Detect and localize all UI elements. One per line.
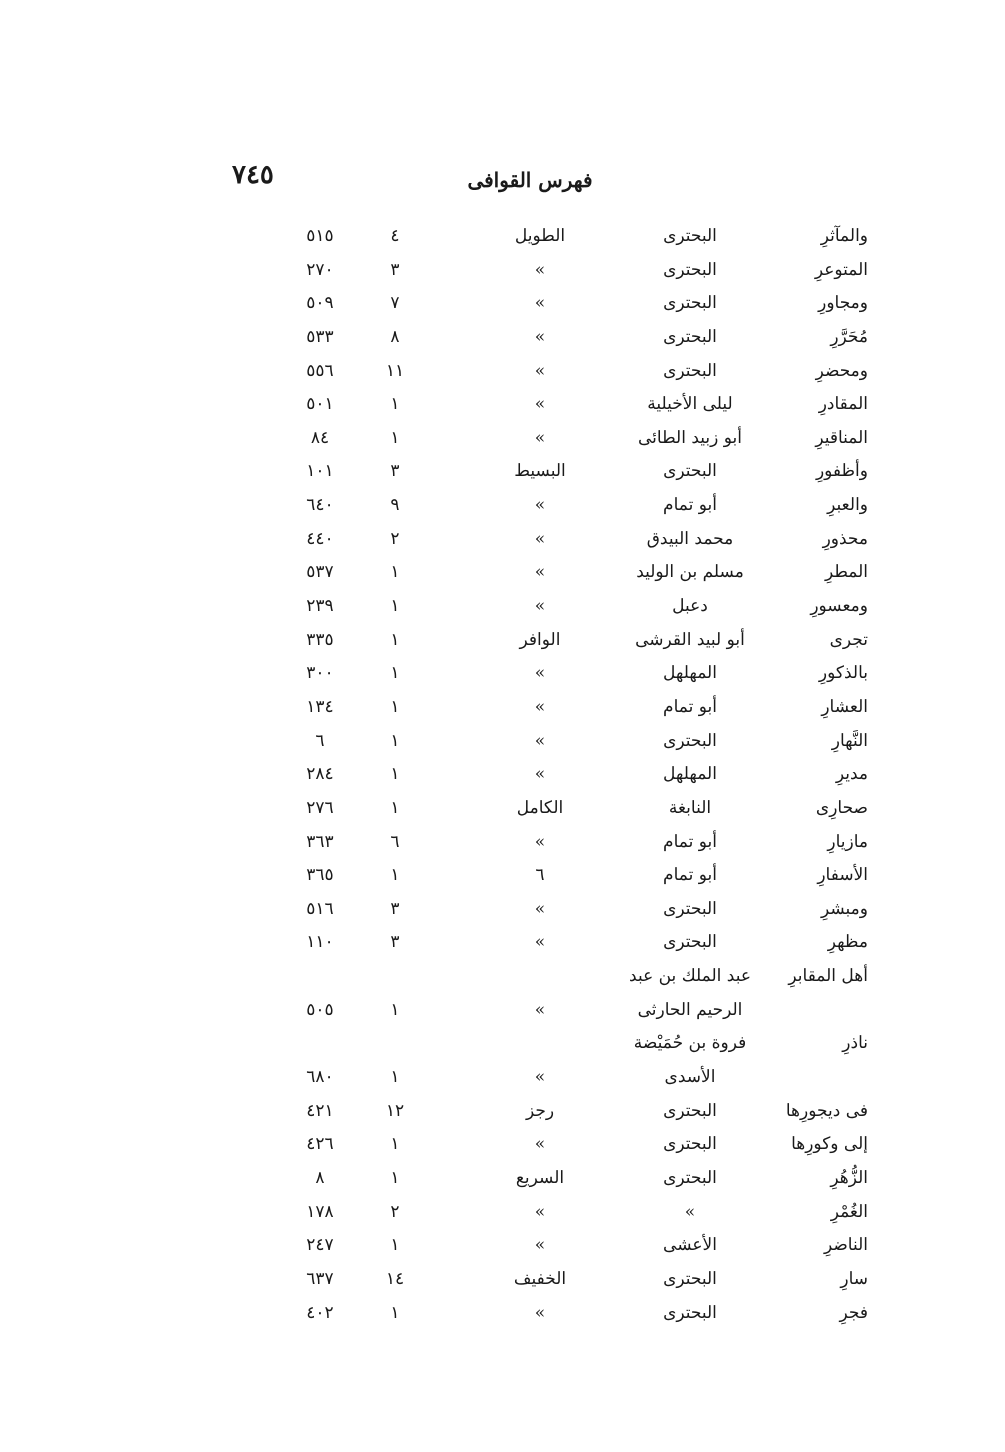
rhyme-cell: فجرِ [839, 1302, 868, 1323]
meter-cell: » [534, 259, 546, 280]
index-row [280, 962, 890, 996]
meter-cell: » [534, 1067, 546, 1088]
rhyme-cell: المطرِ [824, 562, 868, 583]
meter-cell: » [534, 1302, 546, 1323]
meter-cell: ٦ [535, 865, 545, 886]
poet-cell: أبو لبيد القرشى [635, 629, 745, 650]
meter-cell: » [534, 999, 546, 1020]
index-row [280, 727, 890, 761]
index-row [280, 1130, 890, 1164]
rhyme-cell: مازيارِ [827, 831, 868, 852]
index-row [280, 861, 890, 895]
poet-cell: فروة بن حُمَيْضة [633, 1033, 747, 1054]
meter-cell: » [534, 663, 546, 684]
verse-count-cell: ١ [390, 1134, 400, 1155]
meter-cell: » [534, 831, 546, 852]
rhyme-index-table [280, 222, 890, 1332]
page-ref-cell: ٥٠١ [306, 394, 334, 415]
index-row [280, 659, 890, 693]
page-ref-cell: ٢٧٠ [306, 259, 334, 280]
poet-cell: البحترى [663, 326, 717, 347]
rhyme-cell: محذورِ [822, 528, 868, 549]
meter-cell: » [534, 360, 546, 381]
index-row [280, 928, 890, 962]
page-ref-cell: ٥٣٧ [306, 562, 334, 583]
meter-cell: الوافر [519, 629, 561, 650]
poet-cell: البحترى [663, 1302, 717, 1323]
page-ref-cell: ٨ [315, 1167, 325, 1188]
page-ref-cell: ١٠١ [306, 461, 334, 482]
rhyme-cell: النَّهارِ [831, 730, 868, 751]
rhyme-cell: مديرِ [835, 764, 868, 785]
verse-count-cell: ٣ [390, 259, 400, 280]
meter-cell: » [534, 495, 546, 516]
index-row [280, 693, 890, 727]
page-ref-cell: ٦٨٠ [306, 1067, 334, 1088]
rhyme-cell: الغُمْرِ [830, 1201, 868, 1222]
verse-count-cell: ١ [390, 999, 400, 1020]
verse-count-cell: ١ [390, 696, 400, 717]
page-ref-cell: ٢٣٩ [306, 596, 334, 617]
meter-cell: » [534, 1235, 546, 1256]
rhyme-cell: الزُّهُرِ [830, 1167, 868, 1188]
rhyme-cell: المقادرِ [818, 394, 868, 415]
page-ref-cell: ٥١٥ [306, 226, 334, 246]
verse-count-cell: ١ [390, 1067, 400, 1088]
poet-cell: البحترى [663, 293, 717, 314]
index-row [280, 1097, 890, 1131]
verse-count-cell: ٦ [390, 831, 400, 852]
meter-cell: رجز [525, 1100, 555, 1121]
verse-count-cell: ٣ [390, 461, 400, 482]
rhyme-cell: إلى وكورِها [791, 1134, 868, 1155]
rhyme-cell: ناذرِ [842, 1033, 868, 1054]
verse-count-cell: ٢ [390, 528, 400, 549]
index-row [280, 289, 890, 323]
poet-cell: البحترى [663, 360, 717, 381]
verse-count-cell: ٢ [390, 1201, 400, 1222]
poet-cell: البحترى [663, 226, 717, 246]
page-ref-cell: ٦ [315, 730, 325, 751]
verse-count-cell: ١ [390, 596, 400, 617]
page-ref-cell: ٣٣٥ [306, 629, 334, 650]
page-ref-cell: ٢٨٤ [306, 764, 334, 785]
verse-count-cell: ٣ [390, 932, 400, 953]
index-row [280, 1265, 890, 1299]
poet-cell: البحترى [663, 259, 717, 280]
meter-cell: » [534, 730, 546, 751]
poet-cell: البحترى [663, 461, 717, 482]
page-ref-cell: ٨٤ [310, 427, 330, 448]
verse-count-cell: ٧ [390, 293, 400, 314]
poet-cell: النابغة [668, 797, 712, 818]
page-ref-cell: ٦٤٠ [306, 495, 334, 516]
index-row [280, 760, 890, 794]
rhyme-cell: المناقيرِ [815, 427, 868, 448]
poet-cell: البحترى [663, 1100, 717, 1121]
poet-cell: محمد البيدق [646, 528, 734, 549]
poet-cell: عبد الملك بن عبد [629, 966, 751, 987]
rhyme-cell: العشارِ [821, 696, 868, 717]
page-ref-cell: ٤٤٠ [306, 528, 334, 549]
rhyme-cell: وأظفورِ [815, 461, 868, 482]
rhyme-cell: بالذكورِ [818, 663, 868, 684]
rhyme-cell: ومجاورِ [818, 293, 868, 314]
rhyme-cell: فى ديجورِها [785, 1100, 868, 1121]
page-ref-cell: ٢٤٧ [306, 1235, 334, 1256]
index-row [280, 491, 890, 525]
index-row [280, 1164, 890, 1198]
meter-cell: » [534, 1134, 546, 1155]
index-row [280, 794, 890, 828]
page-ref-cell: ٣٠٠ [306, 663, 334, 684]
verse-count-cell: ٣ [390, 898, 400, 919]
poet-cell: الرحيم الحارثى [637, 999, 743, 1020]
meter-cell: » [534, 898, 546, 919]
page-ref-cell: ١٧٨ [306, 1201, 334, 1222]
page-ref-cell: ٢٧٦ [306, 797, 334, 818]
verse-count-cell: ١١ [385, 360, 405, 381]
rhyme-cell: الناضرِ [823, 1235, 868, 1256]
meter-cell: » [534, 562, 546, 583]
index-row [280, 256, 890, 290]
verse-count-cell: ١ [390, 394, 400, 415]
verse-count-cell: ١ [390, 629, 400, 650]
verse-count-cell: ١ [390, 663, 400, 684]
page-ref-cell: ٥٥٦ [306, 360, 334, 381]
page-ref-cell: ١١٠ [306, 932, 334, 953]
meter-cell: » [534, 326, 546, 347]
page-ref-cell: ٥٠٩ [306, 293, 334, 314]
index-row [280, 558, 890, 592]
meter-cell: » [534, 596, 546, 617]
index-row [280, 1231, 890, 1265]
poet-cell: الأعشى [663, 1235, 717, 1256]
verse-count-cell: ١٢ [385, 1100, 405, 1121]
page-ref-cell: ٦٣٧ [306, 1268, 334, 1289]
index-row [280, 525, 890, 559]
index-row [280, 828, 890, 862]
page-ref-cell: ٤٢٦ [306, 1134, 334, 1155]
verse-count-cell: ١ [390, 1235, 400, 1256]
index-row [280, 457, 890, 491]
rhyme-cell: ومعسورِ [810, 596, 868, 617]
poet-cell: المهلهل [663, 764, 717, 785]
page-ref-cell: ١٣٤ [306, 696, 334, 717]
meter-cell: البسيط [514, 461, 566, 482]
index-row [280, 424, 890, 458]
poet-cell: أبو زبيد الطائى [638, 427, 742, 448]
index-row [280, 996, 890, 1030]
verse-count-cell: ١ [390, 1302, 400, 1323]
rhyme-cell: صحارِى [815, 797, 868, 818]
rhyme-cell: تجرى [829, 629, 868, 650]
poet-cell: البحترى [663, 932, 717, 953]
meter-cell: » [534, 696, 546, 717]
index-row [280, 390, 890, 424]
rhyme-cell: والعبرِ [827, 495, 868, 516]
index-row [280, 1063, 890, 1097]
poet-cell: أبو تمام [663, 495, 717, 516]
meter-cell: » [534, 1201, 546, 1222]
rhyme-cell: الأسفارِ [817, 865, 868, 886]
index-row [280, 626, 890, 660]
rhyme-cell: سارِ [840, 1268, 868, 1289]
meter-cell: » [534, 394, 546, 415]
meter-cell: » [534, 764, 546, 785]
meter-cell: الطويل [514, 226, 566, 246]
verse-count-cell: ١ [390, 764, 400, 785]
poet-cell: أبو تمام [663, 696, 717, 717]
verse-count-cell: ٨ [390, 326, 400, 347]
verse-count-cell: ٤ [390, 226, 400, 246]
verse-count-cell: ١ [390, 562, 400, 583]
verse-count-cell: ١ [390, 427, 400, 448]
rhyme-cell: ومبشرِ [821, 898, 868, 919]
index-row [280, 1299, 890, 1333]
page-title: فهرس القوافى [467, 168, 593, 192]
verse-count-cell: ٩ [390, 495, 400, 516]
index-row [280, 357, 890, 391]
rhyme-cell: ومحضرِ [815, 360, 868, 381]
index-row [280, 1029, 890, 1063]
page-ref-cell: ٣٦٣ [306, 831, 334, 852]
poet-cell: دعبل [672, 596, 708, 617]
poet-cell: أبو تمام [663, 831, 717, 852]
page-ref-cell: ٥٣٣ [306, 326, 334, 347]
meter-cell: » [534, 427, 546, 448]
index-row [280, 222, 890, 256]
rhyme-cell: أهل المقابرِ [788, 966, 868, 987]
index-row [280, 323, 890, 357]
poet-cell: البحترى [663, 1134, 717, 1155]
verse-count-cell: ١ [390, 865, 400, 886]
poet-cell: مسلم بن الوليد [636, 562, 744, 583]
poet-cell: البحترى [663, 898, 717, 919]
page-ref-cell: ٤٠٢ [306, 1302, 334, 1323]
page-ref-cell: ٥٠٥ [306, 999, 334, 1020]
index-row [280, 592, 890, 626]
verse-count-cell: ١ [390, 797, 400, 818]
verse-count-cell: ١٤ [385, 1268, 405, 1289]
poet-cell: » [684, 1201, 696, 1222]
meter-cell: الكامل [516, 797, 564, 818]
page-ref-cell: ٥١٦ [306, 898, 334, 919]
page-ref-cell: ٤٢١ [306, 1100, 334, 1121]
page-number: ٧٤٥ [232, 160, 274, 190]
verse-count-cell: ١ [390, 1167, 400, 1188]
meter-cell: » [534, 293, 546, 314]
poet-cell: الأسدى [664, 1067, 716, 1088]
poet-cell: البحترى [663, 1268, 717, 1289]
rhyme-cell: المتوعرِ [814, 259, 868, 280]
index-row [280, 1198, 890, 1232]
meter-cell: » [534, 528, 546, 549]
page-ref-cell: ٣٦٥ [306, 865, 334, 886]
poet-cell: البحترى [663, 730, 717, 751]
verse-count-cell: ١ [390, 730, 400, 751]
meter-cell: السريع [515, 1167, 565, 1188]
meter-cell: » [534, 932, 546, 953]
poet-cell: أبو تمام [663, 865, 717, 886]
poet-cell: ليلى الأخيلية [647, 394, 733, 415]
rhyme-cell: مُحَرَّرِ [830, 326, 868, 347]
rhyme-cell: مظهرِ [827, 932, 868, 953]
rhyme-cell: والمآثرِ [820, 226, 868, 246]
index-row [280, 895, 890, 929]
poet-cell: البحترى [663, 1167, 717, 1188]
meter-cell: الخفيف [513, 1268, 567, 1289]
poet-cell: المهلهل [663, 663, 717, 684]
